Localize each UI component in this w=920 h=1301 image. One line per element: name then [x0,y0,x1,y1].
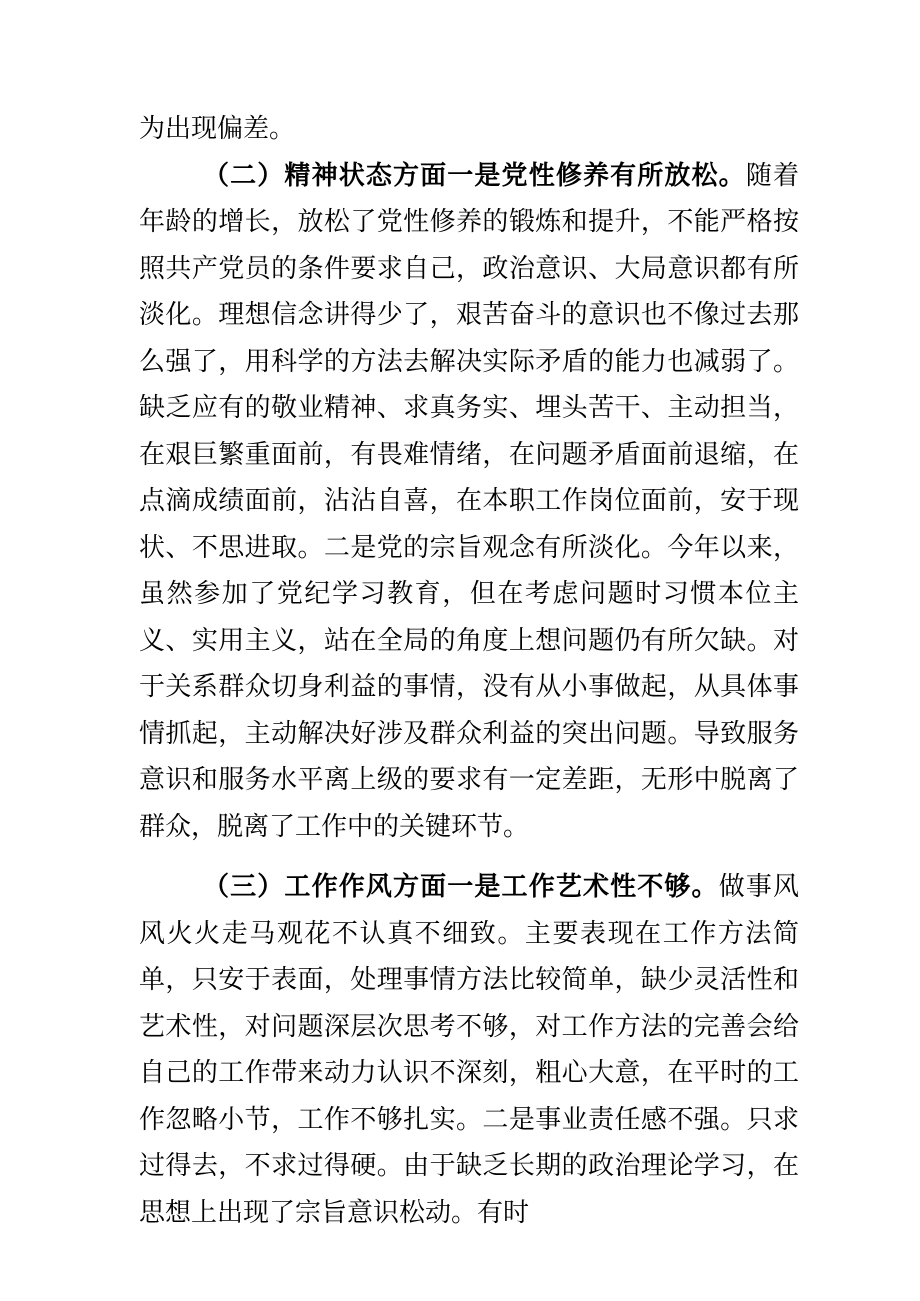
paragraph-text: 为出现偏差。 [139,114,296,144]
document-body [139,106,799,1236]
paragraph-spirit-state [139,153,799,851]
paragraph-text: 做事风风火火走马观花不认真不细致。主要表现在工作方法简单，只安于表面，处理事情方法比较简单，缺少灵活性和艺术性，对问题深层次思考不够，对工作方法的完善会给自己的工作带来动力认识不深刻，粗心大意，在平时的工作忽略小节，工作不够扎实。二是事业责任感不强。只求过得去，不求过得硬。由于缺乏长期的政治理论学习，在思想上出现了宗旨意识松动。有时 [139,872,799,1228]
section-heading-spirit: （二）精神状态方面一是党性修养有所放松。 [203,160,746,191]
paragraph-continuation [139,106,799,153]
section-heading-work-style: （三）工作作风方面一是工作艺术性不够。 [203,872,719,902]
paragraph-text: 随着年龄的增长，放松了党性修养的锻炼和提升，不能严格按照共产党员的条件要求自己，政治意识、大局意识都有所淡化。理想信念讲得少了，艰苦奋斗的意识也不像过去那么强了，用科学的方法去解决实际矛盾的能力也减弱了。缺乏应有的敬业精神、求真务实、埋头苦干、主动担当，在艰巨繁重面前，有畏难情绪，在问题矛盾面前退缩，在点滴成绩面前，沾沾自喜，在本职工作岗位面前，安于现状、不思进取。二是党的宗旨观念有所淡化。今年以来，虽然参加了党纪学习教育，但在考虑问题时习惯本位主义、实用主义，站在全局的角度上想问题仍有所欠缺。对于关系群众切身利益的事情，没有从小事做起，从具体事情抓起，主动解决好涉及群众利益的突出问题。导致服务意识和服务水平离上级的要求有一定差距，无形中脱离了群众，脱离了工作中的关键环节。 [139,160,799,842]
paragraph-work-style [139,864,799,1236]
